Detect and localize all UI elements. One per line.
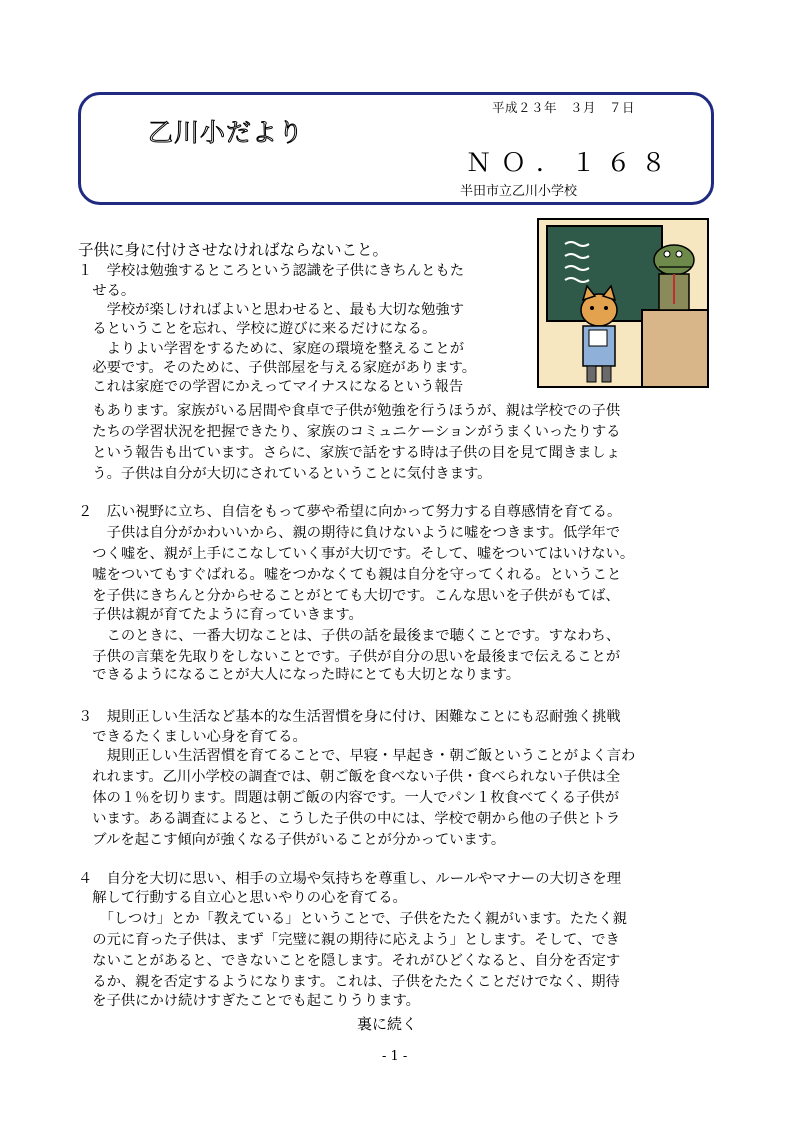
issue-date: 平成２３年 ３月 ７日: [492, 100, 636, 115]
section-1-line: 学校が楽しければよいと思わせると、最も大切な勉強す: [78, 302, 465, 318]
section-1-line: たちの学習状況を把握できたり、家族のコミュニケーションがうまくいったりする: [78, 424, 621, 440]
section-2-line: ２ 広い視野に立ち、自信をもって夢や希望に向かって努力する自尊感情を育てる。: [78, 504, 622, 520]
section-1-line: １ 学校は勉強するところという認識を子供にきちんともた: [78, 263, 465, 279]
continued-on-back: 裏に続く: [357, 1015, 418, 1033]
section-1-line: という報告も出ています。さらに、家族で話をする時は子供の目を見て聞きましょ: [78, 445, 621, 461]
section-4-line: を子供にかけ続けすぎたことでも起こりうります。: [78, 993, 420, 1009]
school-name: 半田市立乙川小学校: [460, 184, 578, 199]
page-number: - 1 -: [382, 1049, 408, 1064]
intro-heading: 子供に身に付けさせなければならないこと。: [78, 241, 389, 259]
section-4-line: 解して行動する自立心と思いやりの心を育てる。: [78, 890, 407, 906]
classroom-illustration-icon: [537, 218, 709, 388]
section-3-line: ブルを起こす傾向が強くなる子供がいることが分かっています。: [78, 832, 506, 848]
section-3-line: 体の１％を切ります。問題は朝ご飯の内容です。一人でパン１枚食べてくる子供が: [78, 790, 619, 806]
section-4-line: の元に育った子供は、まず「完璧に親の期待に応えよう」とします。そして、でき: [78, 932, 620, 948]
section-2-line: このときに、一番大切なことは、子供の話を最後まで聴くことです。すなわち、: [78, 628, 621, 644]
section-4-line: ないことがあると、できないことを隠します。それがひどくなると、自分を否定す: [78, 953, 621, 969]
section-4-line: るか、親を否定するようになります。これは、子供をたたくことだけでなく、期待: [78, 974, 620, 990]
section-4-line: ４ 自分を大切に思い、相手の立場や気持ちを尊重し、ルールやマナーの大切さを理: [78, 871, 621, 887]
section-3-line: れれます。乙川小学校の調査では、朝ご飯を食べない子供・食べられない子供は全: [78, 769, 621, 785]
section-1-line: るということを忘れ、学校に遊びに来るだけになる。: [78, 321, 437, 337]
section-4-line: 「しつけ」とか「教えている」ということで、子供をたたく親がいます。たたく親: [78, 911, 627, 927]
section-2-line: 子供は自分がかわいいから、親の期待に負けないように嘘をつきます。低学年で: [78, 525, 621, 541]
section-3-line: 規則正しい生活習慣を育てることで、早寝・早起き・朝ご飯ということがよく言わ: [78, 748, 636, 764]
issue-number: ＮＯ．１６８: [466, 148, 677, 177]
section-2-line: 嘘をついてもすぐばれる。嘘をつかなくても親は自分を守ってくれる。ということ: [78, 567, 622, 583]
section-3-line: ３ 規則正しい生活など基本的な生活習慣を身に付け、困難なことにも忍耐強く挑戦: [78, 709, 621, 725]
section-1-line: う。子供は自分が大切にされているということに気付きます。: [78, 466, 492, 482]
section-1-line: せる。: [78, 283, 136, 299]
section-1-line: これは家庭での学習にかえってマイナスになるという報告: [78, 379, 464, 395]
section-2-line: つく嘘を、親が上手にこなしていく事が大切です。そして、嘘をついてはいけない。: [78, 546, 635, 562]
section-2-line: 子供は親が育てたように育っていきます。: [78, 607, 363, 623]
newsletter-title: 乙川小だより: [148, 118, 305, 147]
section-2-line: できるようになることが大人になった時にとても大切となります。: [78, 667, 521, 683]
section-3-line: います。ある調査によると、こうした子供の中には、学校で朝から他の子供とトラ: [78, 811, 621, 827]
section-1-line: 必要です。そのために、子供部屋を与える家庭があります。: [78, 360, 477, 376]
section-2-line: を子供にきちんと分からせることがとても大切です。こんな思いを子供がもてば、: [78, 588, 620, 604]
section-2-line: 子供の言葉を先取りをしないことです。子供が自分の思いを最後まで伝えることが: [78, 649, 621, 665]
section-1-line: よりよい学習をするために、家庭の環境を整えることが: [78, 341, 465, 357]
section-3-line: できるたくましい心身を育てる。: [78, 729, 307, 745]
section-1-line: もあります。家族がいる居間や食卓で子供が勉強を行うほうが、親は学校での子供: [78, 403, 621, 419]
